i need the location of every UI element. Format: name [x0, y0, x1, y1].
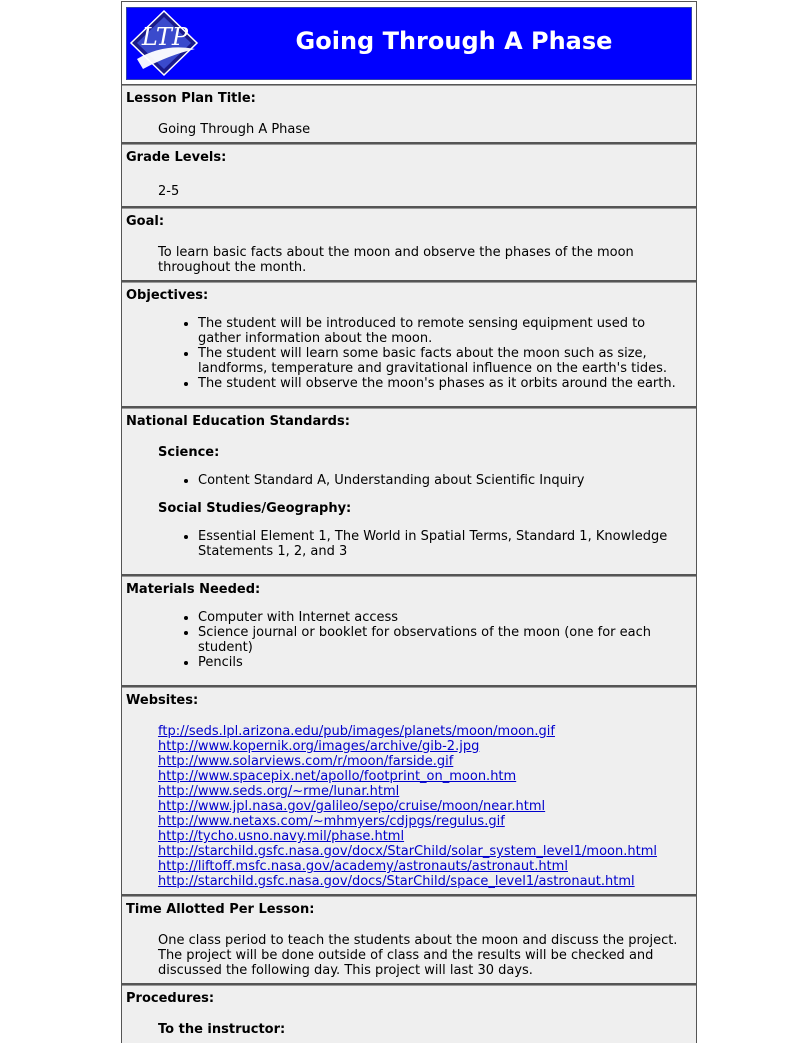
materials-section	[122, 576, 696, 687]
websites-links	[158, 724, 692, 889]
time-allotted-section	[122, 896, 696, 985]
list-item: • Essential Element 1, The World in Spatial Terms, Standard 1, Knowledge Statements 1, 2, and 3	[198, 529, 692, 559]
goal-section	[122, 208, 696, 282]
ltp-logo-icon	[129, 9, 199, 77]
website-link[interactable]: http://liftoff.msfc.nasa.gov/academy/astronauts/astronaut.html	[158, 859, 568, 874]
grade-levels-section	[122, 144, 696, 208]
websites-section	[122, 687, 696, 896]
to-the-instructor-heading: To the instructor:	[158, 1022, 286, 1037]
svg-text:LTP: LTP	[141, 23, 189, 51]
science-list	[126, 473, 692, 488]
lesson-plan-title-section	[122, 85, 696, 144]
website-link[interactable]: http://tycho.usno.navy.mil/phase.html	[158, 829, 405, 844]
website-link[interactable]: http://www.solarviews.com/r/moon/farside.gif	[158, 754, 454, 769]
website-link[interactable]: http://www.seds.org/~rme/lunar.html	[158, 784, 400, 799]
section-heading: National Education Standards:	[126, 414, 350, 429]
section-heading: Grade Levels:	[126, 150, 227, 165]
lesson-plan-page	[121, 1, 697, 1043]
website-link[interactable]: ftp://seds.lpl.arizona.edu/pub/images/planets/moon/moon.gif	[158, 724, 555, 739]
list-item: • Pencils	[198, 655, 692, 670]
objectives-section	[122, 282, 696, 408]
page-title: Going Through A Phase	[295, 27, 613, 55]
website-link[interactable]: http://www.kopernik.org/images/archive/gib-2.jpg	[158, 739, 480, 754]
list-item: • The student will be introduced to remote sensing equipment used to gather information about the moon.	[198, 316, 692, 346]
website-link[interactable]: http://www.jpl.nasa.gov/galileo/sepo/cruise/moon/near.html	[158, 799, 546, 814]
section-heading: Procedures:	[126, 991, 215, 1006]
science-heading: Science:	[158, 445, 220, 460]
website-link[interactable]: http://starchild.gsfc.nasa.gov/docx/StarChild/solar_system_level1/moon.html	[158, 844, 657, 859]
time-allotted-value: One class period to teach the students about the moon and discuss the project. The project will be done outside of class and the results will be checked and discussed the following day. This project will last 30 days.	[158, 933, 678, 978]
header-banner	[126, 7, 692, 80]
materials-list	[126, 610, 692, 670]
section-heading: Objectives:	[126, 288, 209, 303]
section-heading: Lesson Plan Title:	[126, 91, 256, 106]
list-item: • Content Standard A, Understanding about Scientific Inquiry	[198, 473, 692, 488]
header	[122, 2, 696, 85]
website-link[interactable]: http://www.netaxs.com/~mhmyers/cdjpgs/regulus.gif	[158, 814, 505, 829]
goal-value: To learn basic facts about the moon and observe the phases of the moon throughout the month.	[158, 245, 634, 275]
website-link[interactable]: http://starchild.gsfc.nasa.gov/docs/StarChild/space_level1/astronaut.html	[158, 874, 635, 889]
section-heading: Websites:	[126, 693, 199, 708]
grade-levels-value: 2-5	[158, 184, 180, 199]
social-studies-heading: Social Studies/Geography:	[158, 501, 352, 516]
objectives-list	[126, 316, 692, 391]
standards-section	[122, 408, 696, 576]
procedures-section	[122, 985, 696, 1043]
list-item: • The student will observe the moon's phases as it orbits around the earth.	[198, 376, 692, 391]
section-heading: Time Allotted Per Lesson:	[126, 902, 315, 917]
section-heading: Materials Needed:	[126, 582, 261, 597]
social-studies-list	[126, 529, 692, 559]
list-item: • The student will learn some basic facts about the moon such as size, landforms, temperature and gravitational influence on the earth's tides.	[198, 346, 692, 376]
list-item: • Computer with Internet access	[198, 610, 692, 625]
website-link[interactable]: http://www.spacepix.net/apollo/footprint_on_moon.htm	[158, 769, 517, 784]
list-item: • Science journal or booklet for observations of the moon (one for each student)	[198, 625, 692, 655]
lesson-plan-title-value: Going Through A Phase	[158, 122, 311, 137]
section-heading: Goal:	[126, 214, 165, 229]
